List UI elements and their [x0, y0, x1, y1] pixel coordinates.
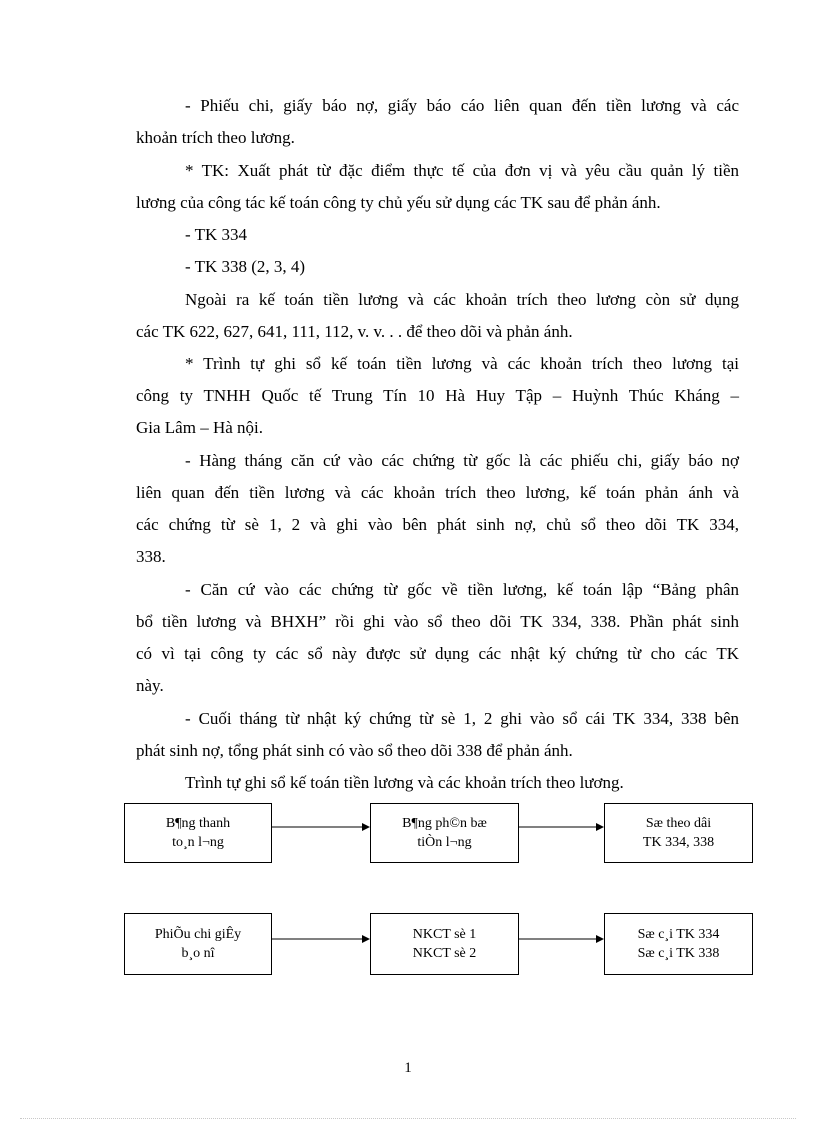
- paragraph-7-line-3: các chứng từ sè 1, 2 và ghi vào bên phát sinh nợ, chủ sổ theo dõi TK 334,: [136, 515, 739, 534]
- flow-box-salary-allocation: [370, 803, 519, 863]
- flow-box-journal-vouchers-line-2: NKCT sè 2: [412, 946, 477, 961]
- flow-box-payment-slip-line-2: b¸o nî: [181, 946, 215, 961]
- flow-box-general-ledger-line-2: Sæ c¸i TK 338: [637, 946, 720, 961]
- paragraph-8-line-3: có vì tại công ty các sổ này được sử dụng các nhật ký chứng từ cho các TK: [136, 644, 739, 663]
- paragraph-8-line-2: bổ tiền lương và BHXH” rồi ghi vào sổ theo dõi TK 334, 338. Phần phát sinh: [136, 612, 739, 631]
- paragraph-7-line-4: 338.: [136, 547, 166, 566]
- arrow-icon: [519, 820, 604, 834]
- paragraph-1-line-2: khoản trích theo lương.: [136, 128, 295, 147]
- arrow-icon: [272, 820, 370, 834]
- paragraph-7-line-2: liên quan đến tiền lương và các khoản trích theo lương, kế toán phản ánh và: [136, 483, 739, 502]
- paragraph-6-line-2: công ty TNHH Quốc tế Trung Tín 10 Hà Huy Tập – Huỳnh Thúc Kháng –: [136, 386, 739, 405]
- flow-box-tracking-ledger-line-2: TK 334, 338: [642, 835, 715, 850]
- paragraph-5-line-1: Ngoài ra kế toán tiền lương và các khoản trích theo lương còn sử dụng: [185, 290, 739, 309]
- flow-box-salary-allocation-line-2: tiÒn l¬ng: [417, 835, 472, 850]
- flow-box-general-ledger-line-1: Sæ c¸i TK 334: [637, 927, 720, 942]
- paragraph-5-line-2: các TK 622, 627, 641, 111, 112, v. v. . . để theo dõi và phản ánh.: [136, 322, 573, 341]
- paragraph-8-line-1: - Căn cứ vào các chứng từ gốc về tiền lương, kế toán lập “Bảng phân: [185, 580, 739, 599]
- flow-box-general-ledger: [604, 913, 753, 975]
- flow-box-journal-vouchers: [370, 913, 519, 975]
- paragraph-6-line-1: * Trình tự ghi sổ kế toán tiền lương và các khoản trích theo lương tại: [185, 354, 739, 373]
- paragraph-7-line-1: - Hàng tháng căn cứ vào các chứng từ gốc là các phiếu chi, giấy báo nợ: [185, 451, 739, 470]
- paragraph-2-line-1: * TK: Xuất phát từ đặc điểm thực tế của đơn vị và yêu cầu quản lý tiền: [185, 161, 739, 180]
- paragraph-8-line-4: này.: [136, 676, 164, 695]
- flow-box-payroll: [124, 803, 272, 863]
- page-footer-divider: [20, 1118, 796, 1119]
- flow-box-salary-allocation-line-1: B¶ng ph©n bæ: [402, 816, 487, 831]
- paragraph-2-line-2: lương của công tác kế toán công ty chủ yếu sử dụng các TK sau để phản ánh.: [136, 193, 661, 212]
- paragraph-4: - TK 338 (2, 3, 4): [185, 257, 306, 276]
- flow-box-payroll-line-2: to¸n l¬ng: [172, 835, 224, 850]
- arrow-icon: [519, 932, 604, 946]
- flow-box-tracking-ledger-line-1: Sæ theo dâi: [645, 816, 712, 831]
- paragraph-3: - TK 334: [185, 225, 248, 244]
- paragraph-9-line-1: - Cuối tháng từ nhật ký chứng từ sè 1, 2 ghi vào sổ cái TK 334, 338 bên: [185, 709, 739, 728]
- diagram-caption: Trình tự ghi sổ kế toán tiền lương và các khoản trích theo lương.: [185, 773, 624, 792]
- flow-box-payroll-line-1: B¶ng thanh: [165, 816, 231, 831]
- arrow-icon: [272, 932, 370, 946]
- flow-box-tracking-ledger: [604, 803, 753, 863]
- page-number: 1: [404, 1060, 412, 1076]
- flow-box-journal-vouchers-line-1: NKCT sè 1: [412, 927, 477, 942]
- paragraph-6-line-3: Gia Lâm – Hà nội.: [136, 418, 263, 437]
- paragraph-1-line-1: - Phiếu chi, giấy báo nợ, giấy báo cáo liên quan đến tiền lương và các: [185, 96, 739, 115]
- flow-box-payment-slip-line-1: PhiÕu chi giÊy: [154, 927, 242, 942]
- flow-box-payment-slip: [124, 913, 272, 975]
- paragraph-9-line-2: phát sinh nợ, tổng phát sinh có vào sổ theo dõi 338 để phản ánh.: [136, 741, 573, 760]
